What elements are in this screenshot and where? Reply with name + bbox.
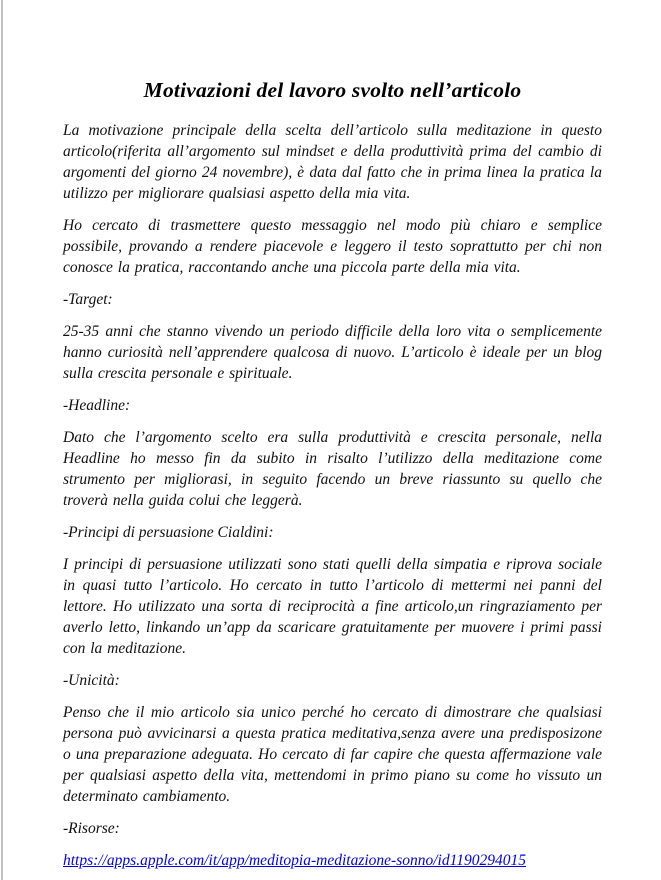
section-heading-headline: -Headline: bbox=[63, 397, 131, 414]
resource-link-line bbox=[63, 850, 602, 871]
paragraph-intro: La motivazione principale della scelta dell’articolo sulla meditazione in questo articolo(riferita all’argomento sul mindset e della produttività prima del cambio di argomenti del giorno 24 novembre), è data dal fatto che in prima linea la pratica la utilizzo per migliorare qualsiasi aspetto della mia vita. bbox=[63, 122, 602, 202]
page-title: Motivazioni del lavoro svolto nell’articolo bbox=[143, 78, 522, 102]
section-heading-target: -Target: bbox=[63, 291, 113, 308]
paragraph-cialdini: I principi di persuasione utilizzati sono stati quelli della simpatia e riprova sociale in quasi tutto l’articolo. Ho cercato in tutto l’articolo di mettermi nei panni del lettore. Ho utilizzato una sorta di reciprocità a fine articolo,un ringraziamento per averlo letto, linkando un’app da scaricare gratuitamente per muovere i primi passi con la meditazione. bbox=[63, 556, 602, 657]
paragraph-message: Ho cercato di trasmettere questo messaggio nel modo più chiaro e semplice possibile, provando a rendere piacevole e leggero il testo soprattutto per chi non conosce la pratica, raccontando anche una piccola parte della mia vita. bbox=[63, 217, 602, 276]
app-store-link[interactable]: https://apps.apple.com/it/app/meditopia-meditazione-sonno/id1190294015 bbox=[63, 852, 526, 869]
section-heading-risorse: -Risorse: bbox=[63, 820, 120, 837]
paragraph-unicita: Penso che il mio articolo sia unico perché ho cercato di dimostrare che qualsiasi persona può avvicinarsi a questa pratica meditativa,senza avere una predisposizone o una preparazione adeguata. Ho cercato di far capire che questa affermazione vale per qualsiasi aspetto della vita, mettendomi in primo piano su come ho vissuto un determinato cambiamento. bbox=[63, 704, 602, 805]
page-edge-divider bbox=[1, 0, 3, 880]
section-heading-cialdini: -Principi di persuasione Cialdini: bbox=[63, 524, 274, 541]
paragraph-target: 25-35 anni che stanno vivendo un periodo difficile della loro vita o semplicemente hanno curiosità nell’apprendere qualcosa di nuovo. L’articolo è ideale per un blog sulla crescita personale e spirituale. bbox=[63, 323, 602, 382]
paragraph-headline: Dato che l’argomento scelto era sulla produttività e crescita personale, nella Headline ho messo fin da subito in risalto l’utilizzo della meditazione come strumento per migliorasi, in seguito facendo un breve riassunto su quello che troverà nella guida colui che leggerà. bbox=[63, 429, 602, 509]
section-heading-unicita: -Unicità: bbox=[63, 672, 120, 689]
